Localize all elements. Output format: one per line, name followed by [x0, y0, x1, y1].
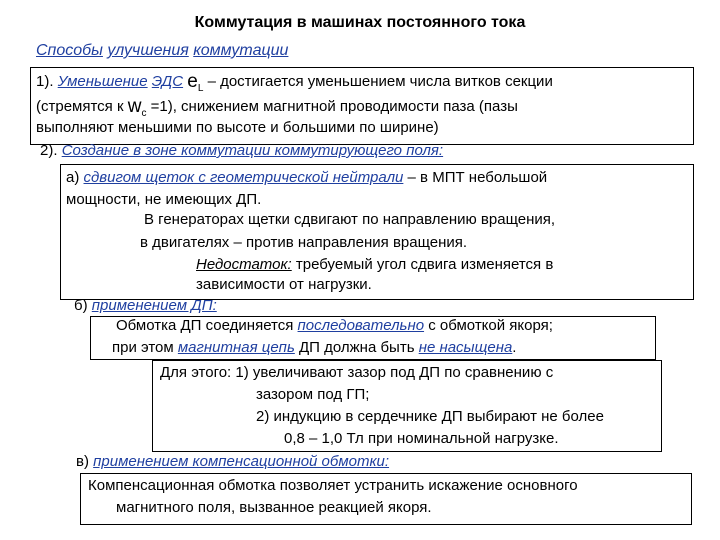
section-subtitle: [36, 42, 288, 60]
emf-symbol: $e_L$: [187, 71, 204, 94]
condition-1-line-2: зазором под ГП;: [256, 386, 370, 403]
item-2-heading: [40, 140, 443, 162]
not-saturated: не насыщена: [418, 339, 513, 356]
item-c-line-1: Компенсационная обмотка позволяет устранить искажение основного: [88, 477, 578, 494]
item-2-label: Создание в зоне коммутации коммутирующего поля:: [61, 142, 444, 159]
subtitle-word-2: улучшения: [107, 42, 189, 59]
item-a-label: сдвигом щеток с геометрической нейтрали: [83, 169, 404, 186]
subtitle-word-1: Способы: [36, 42, 103, 59]
item-b-heading: б) применением ДП:: [74, 297, 217, 314]
series-connection: последовательно: [297, 317, 425, 334]
item-b-line-1: Обмотка ДП соединяется последовательно с обмоткой якоря;: [116, 317, 553, 334]
drawback-label: Недостаток:: [196, 256, 292, 273]
condition-2-line-1: 2) индукцию в сердечнике ДП выбирают не более: [256, 408, 604, 425]
page-title: Коммутация в машинах постоянного тока: [194, 14, 526, 31]
generators-text: В генераторах щетки сдвигают по направлению вращения,: [144, 211, 556, 228]
item-2-number: 2).: [40, 142, 58, 159]
item-c-label: применением компенсационной обмотки:: [93, 453, 390, 470]
item-b-line-2: при этом магнитная цепь ДП должна быть не насыщена.: [112, 339, 517, 356]
item-1-label: Уменьшение: [57, 73, 148, 90]
item-a-line-1: а) сдвигом щеток с геометрической нейтрали – в МПТ небольшой: [66, 169, 548, 186]
item-1-line-3: выполняют меньшими по высоте и большими по ширине): [36, 119, 439, 136]
item-1-line-2: (стремятся к $w_c =1$), снижением магнитной проводимости паза (пазы: [36, 96, 518, 119]
item-1-text-1: – достигается уменьшением числа витков секции: [207, 73, 553, 90]
item-1-line-1: [36, 70, 553, 95]
item-1-number: 1).: [36, 73, 54, 90]
drawback-line-2: зависимости от нагрузки.: [196, 276, 372, 293]
item-c-heading: в) применением компенсационной обмотки:: [76, 453, 390, 470]
item-1-label-emf: ЭДС: [151, 73, 184, 90]
condition-1-line-1: Для этого: 1) увеличивают зазор под ДП по сравнению с: [160, 364, 554, 381]
item-c-line-2: магнитного поля, вызванное реакцией якоря.: [116, 499, 432, 516]
motors-text: в двигателях – против направления вращения.: [140, 234, 468, 251]
condition-2-line-2: 0,8 – 1,0 Тл при номинальной нагрузке.: [284, 430, 559, 447]
turns-symbol: $w_c$: [127, 96, 147, 119]
item-a-line-2: мощности, не имеющих ДП.: [66, 191, 262, 208]
item-b-label: применением ДП:: [91, 297, 217, 314]
drawback-line-1: Недостаток: требуемый угол сдвига изменяется в: [196, 256, 554, 273]
magnetic-circuit: магнитная цепь: [177, 339, 295, 356]
subtitle-word-3: коммутации: [193, 42, 289, 59]
